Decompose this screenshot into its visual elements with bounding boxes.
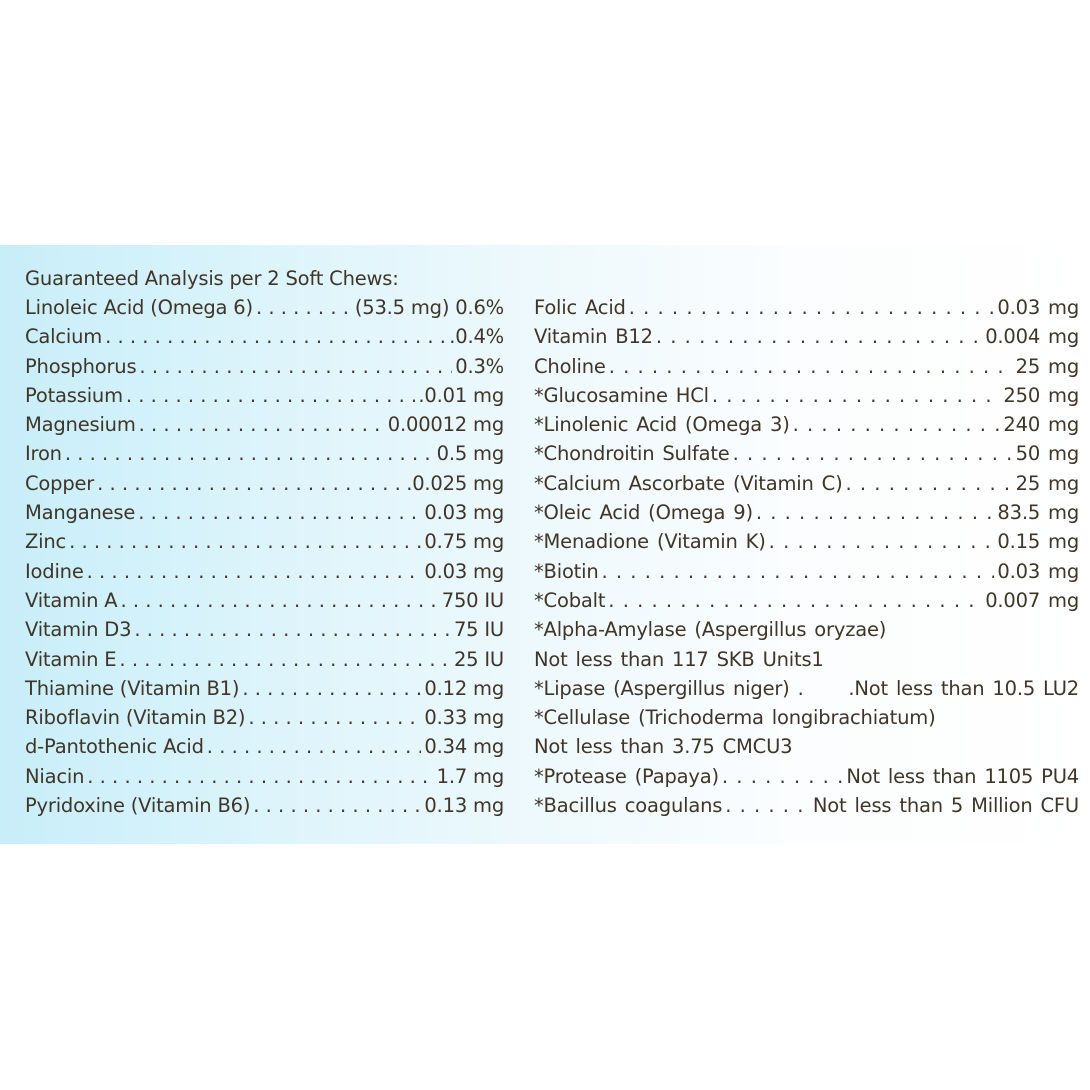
dot-leader — [97, 469, 403, 498]
dot-leader — [609, 352, 1013, 381]
nutrient-value: 0.3% — [455, 354, 504, 378]
nutrient-name: Potassium — [25, 383, 123, 407]
list-item — [25, 352, 504, 381]
nutrient-name: *Biotin — [534, 559, 599, 583]
dot-leader — [602, 557, 995, 586]
nutrient-value: 0.03 mg — [997, 559, 1079, 583]
dot-leader — [87, 762, 433, 791]
nutrient-name: Vitamin B12 — [534, 325, 653, 349]
dot-leader — [756, 498, 995, 527]
list-item — [534, 439, 1079, 468]
nutrient-name: *Chondroitin Sulfate — [534, 442, 730, 466]
list-item — [25, 322, 504, 351]
dot-leader — [733, 439, 1013, 468]
nutrient-name: Niacin — [25, 764, 85, 788]
nutrient-value: 0.5 mg — [436, 442, 504, 466]
nutrient-name: Zinc — [25, 530, 67, 554]
nutrient-value: 0.12 mg — [424, 676, 504, 700]
dot-leader — [846, 469, 1013, 498]
list-item — [25, 791, 504, 820]
list-item — [25, 498, 504, 527]
list-item — [534, 791, 1079, 820]
nutrient-name: Not less than 117 SKB Units1 — [534, 647, 824, 671]
list-item — [25, 469, 504, 498]
dot-leader — [629, 293, 995, 322]
nutrient-name: *Lipase (Aspergillus niger) . — [534, 676, 804, 700]
nutrient-value: 0.03 mg — [424, 501, 504, 525]
list-item — [25, 410, 504, 439]
right-column — [534, 293, 1079, 820]
nutrient-value: 750 IU — [441, 588, 504, 612]
nutrient-value: 240 mg — [1003, 413, 1079, 437]
list-item — [534, 527, 1079, 556]
list-item — [25, 703, 504, 732]
nutrient-name: Calcium — [25, 325, 103, 349]
dot-leader — [722, 762, 843, 791]
list-item — [25, 381, 504, 410]
list-item — [534, 762, 1079, 791]
list-item — [534, 410, 1079, 439]
nutrient-name: *Linolenic Acid (Omega 3) — [534, 413, 790, 437]
nutrient-value: 0.00012 mg — [387, 413, 504, 437]
nutrient-name: Thiamine (Vitamin B1) — [25, 676, 240, 700]
dot-leader — [256, 293, 352, 322]
dot-leader — [242, 674, 421, 703]
nutrient-value: .Not less than 10.5 LU2 — [848, 676, 1079, 700]
nutrient-name: Pyridoxine (Vitamin B6) — [25, 794, 251, 818]
dot-leader — [69, 527, 421, 556]
dot-leader — [139, 352, 452, 381]
nutrient-value: 0.007 mg — [985, 588, 1079, 612]
list-item — [534, 498, 1079, 527]
nutrient-value: .0.025 mg — [406, 471, 504, 495]
list-item — [534, 674, 1079, 703]
list-item — [25, 527, 504, 556]
dot-leader — [105, 322, 446, 351]
list-item — [25, 557, 504, 586]
list-item — [534, 732, 1079, 761]
nutrient-name: *Alpha-Amylase (Aspergillus oryzae) — [534, 618, 887, 642]
list-item — [534, 381, 1079, 410]
nutrient-name: Folic Acid — [534, 296, 626, 319]
nutrient-name: Phosphorus — [25, 354, 137, 378]
nutrient-value: 50 mg — [1015, 442, 1079, 466]
list-item — [25, 645, 504, 674]
nutrient-name: Magnesium — [25, 413, 136, 437]
analysis-heading: Guaranteed Analysis per 2 Soft Chews: — [25, 267, 399, 290]
list-item — [534, 352, 1079, 381]
dot-leader — [608, 586, 982, 615]
nutrient-name: *Menadione (Vitamin K) — [534, 530, 766, 554]
list-item — [25, 674, 504, 703]
nutrient-value: 0.34 mg — [424, 735, 504, 759]
nutrient-value: 0.03 mg — [424, 559, 504, 583]
dot-leader — [120, 586, 438, 615]
nutrient-name: Linoleic Acid (Omega 6) — [25, 296, 253, 319]
nutrient-value: 0.15 mg — [997, 530, 1079, 554]
nutrient-value: 0.33 mg — [424, 706, 504, 730]
nutrient-name: *Bacillus coagulans — [534, 794, 723, 818]
nutrient-value: 0.03 mg — [997, 296, 1079, 319]
dot-leader — [138, 498, 421, 527]
dot-leader — [126, 381, 416, 410]
list-item — [534, 557, 1079, 586]
nutrient-name: Iodine — [25, 559, 84, 583]
list-item — [25, 732, 504, 761]
list-item — [534, 322, 1079, 351]
list-item — [534, 703, 1079, 732]
nutrient-value: 0.004 mg — [985, 325, 1079, 349]
nutrient-name: Vitamin A — [25, 588, 118, 612]
list-item — [534, 586, 1079, 615]
list-item — [25, 762, 504, 791]
list-item — [25, 293, 504, 322]
nutrient-name: Vitamin E — [25, 647, 117, 671]
nutrient-value: Not less than 1105 PU4 — [846, 764, 1079, 788]
dot-leader — [725, 791, 810, 820]
nutrient-name: Not less than 3.75 CMCU3 — [534, 735, 793, 759]
nutrient-name: *Oleic Acid (Omega 9) — [534, 501, 753, 525]
nutrient-name: Iron — [25, 442, 62, 466]
list-item — [25, 586, 504, 615]
nutrient-value: .0.4% — [449, 325, 504, 349]
nutrient-name: Choline — [534, 354, 606, 378]
list-item — [25, 615, 504, 644]
nutrient-value: 0.13 mg — [424, 794, 504, 818]
dot-leader — [248, 703, 421, 732]
nutrient-name: Manganese — [25, 501, 136, 525]
nutrient-value: 0.75 mg — [424, 530, 504, 554]
dot-leader — [139, 410, 385, 439]
list-item — [25, 439, 504, 468]
dot-leader — [119, 645, 451, 674]
list-item — [534, 293, 1079, 322]
nutrient-name: *Protease (Papaya) — [534, 764, 719, 788]
nutrient-value: Not less than 5 Million CFU — [812, 794, 1079, 818]
nutrient-value: 250 mg — [1003, 383, 1079, 407]
nutrient-value: 83.5 mg — [997, 501, 1079, 525]
nutrient-name: *Cobalt — [534, 588, 606, 612]
list-item — [534, 615, 1079, 644]
nutrient-value: 25 mg — [1015, 471, 1079, 495]
list-item — [534, 469, 1079, 498]
nutrient-value: 25 IU — [453, 647, 504, 671]
nutrient-name: Riboflavin (Vitamin B2) — [25, 706, 246, 730]
nutrient-value: .0.01 mg — [418, 383, 504, 407]
nutrient-name: *Cellulase (Trichoderma longibrachiatum) — [534, 706, 936, 730]
nutrient-value: 1.7 mg — [436, 764, 504, 788]
nutrient-name: *Calcium Ascorbate (Vitamin C) — [534, 471, 843, 495]
nutrient-value: (53.5 mg) 0.6% — [354, 296, 504, 319]
nutrient-name: d-Pantothenic Acid — [25, 735, 204, 759]
dot-leader — [134, 615, 451, 644]
nutrient-value: 75 IU — [453, 618, 504, 642]
dot-leader — [656, 322, 982, 351]
dot-leader — [253, 791, 421, 820]
dot-leader — [207, 732, 422, 761]
nutrient-name: Copper — [25, 471, 95, 495]
dot-leader — [769, 527, 995, 556]
list-item — [534, 645, 1079, 674]
dot-leader — [65, 439, 434, 468]
dot-leader — [87, 557, 422, 586]
nutrient-name: Vitamin D3 — [25, 618, 132, 642]
dot-leader — [712, 381, 1001, 410]
dot-leader — [793, 410, 1001, 439]
nutrient-value: 25 mg — [1015, 354, 1079, 378]
nutrient-name: *Glucosamine HCl — [534, 383, 709, 407]
left-column — [25, 293, 504, 820]
